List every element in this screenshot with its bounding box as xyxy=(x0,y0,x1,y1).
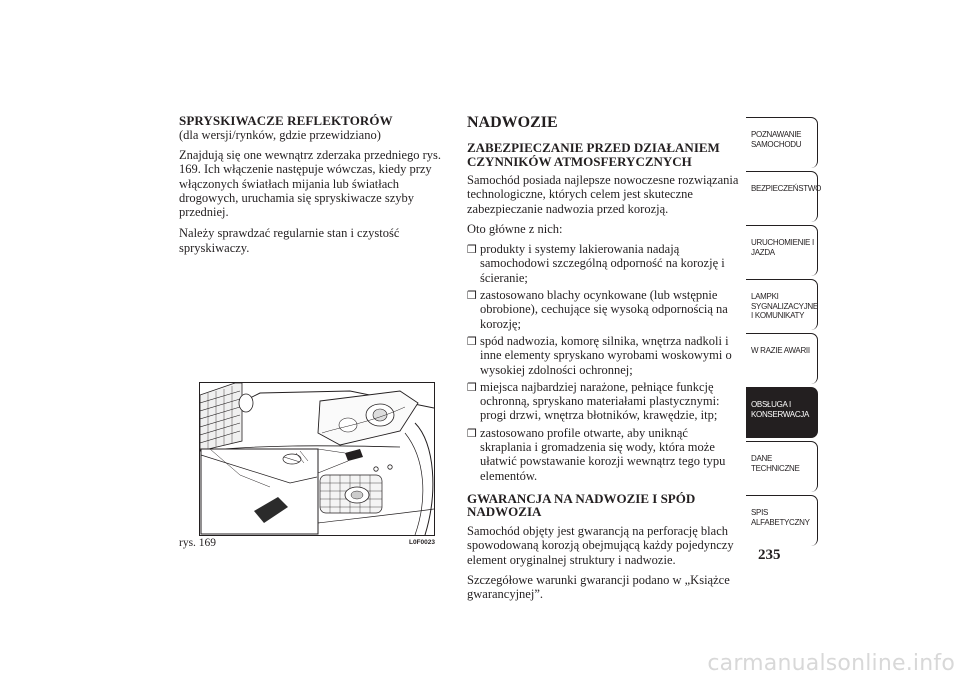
checkbox-bullet-icon: ❒ xyxy=(467,289,477,303)
paragraph-corrosion-lead: Oto główne z nich: xyxy=(467,221,563,236)
checkbox-bullet-icon: ❒ xyxy=(467,243,477,257)
list-item: ❒ spód nadwozia, komorę silnika, wnętrza nadkoli i inne elementy spryskano wyrobami woskowymi o wysokiej zdolności ochronnej; xyxy=(467,333,732,377)
chapter-tabs xyxy=(746,117,822,549)
headlamp-illustration xyxy=(318,391,418,445)
brand-logo-illustration xyxy=(239,394,253,412)
tab-lampki-sygnalizacyjne[interactable]: LAMPKI SYGNALIZACYJNE I KOMUNIKATY xyxy=(746,279,818,330)
figure-code: L0F0023 xyxy=(408,539,435,546)
paragraph-warranty-details: Szczegółowe warunki gwarancji podano w „Książce gwarancyjnej”. xyxy=(467,572,730,602)
right-column xyxy=(467,114,742,607)
left-column xyxy=(179,114,451,262)
list-item: ❒ zastosowano blachy ocynkowane (lub wstępnie obrobione), cechujące się wysoką odpornością na korozję; xyxy=(467,288,728,331)
figure-bumper-washer xyxy=(199,382,435,536)
tab-uruchomienie-i-jazda[interactable]: URUCHOMIENIE I JAZDA xyxy=(746,225,818,276)
subsection-title-warranty: GWARANCJA NA NADWOZIE I SPÓD NADWOZIA xyxy=(467,490,696,520)
paragraph-corrosion-intro: Samochód posiada najlepsze nowoczesne rozwiązania technologiczne, których celem jest skuteczne zabezpieczanie nadwozia przed korozją. xyxy=(467,173,739,216)
section-title-headlamp-washers: SPRYSKIWACZE REFLEKTORÓW xyxy=(179,113,393,128)
paragraph-washers-check: Należy sprawdzać regularnie stan i czystość spryskiwaczy. xyxy=(179,226,400,255)
fog-lamp-illustration xyxy=(320,475,382,513)
watermark: carmanualsonline.info xyxy=(707,651,955,676)
tab-w-razie-awarii[interactable]: W RAZIE AWARII xyxy=(746,333,818,384)
list-item: ❒ zastosowano profile otwarte, aby uniknąć skraplania i gromadzenia się wody, która może ułatwić powstawanie korozji wewnątrz tego typu elementów. xyxy=(467,425,726,483)
figure-caption: rys. 169 xyxy=(179,537,217,549)
tab-dane-techniczne[interactable]: DANE TECHNICZNE xyxy=(746,441,818,492)
section-title-body: NADWOZIE xyxy=(467,114,558,131)
list-item: ❒ produkty i systemy lakierowania nadają samochodowi szczególną odporność na korozję i ścieranie; xyxy=(467,242,725,285)
paragraph-warranty-scope: Samochód objęty jest gwarancją na perforację blach spowodowaną korozją obejmującą każdy pojedynczy element oryginalnej struktury i nadwozie. xyxy=(467,523,734,567)
grille-illustration xyxy=(200,383,242,451)
checkbox-bullet-icon: ❒ xyxy=(467,380,477,394)
checkbox-bullet-icon: ❒ xyxy=(467,334,477,348)
washer-cover-icon xyxy=(345,449,363,461)
list-item: ❒ miejsca najbardziej narażone, pełniące funkcję ochronną, spryskano materiałami plastycznymi: progi drzwi, wnętrza błotników, krawędzie, itp; xyxy=(467,379,720,423)
page-number: 235 xyxy=(758,547,781,563)
car-front-bumper-illustration xyxy=(200,383,434,535)
tab-spis-alfabetyczny[interactable]: SPIS ALFABETYCZNY xyxy=(746,495,818,546)
corrosion-bullet-list xyxy=(467,242,742,483)
subsection-title-corrosion: ZABEZPIECZANIE PRZED DZIAŁANIEM CZYNNIKÓW ATMOSFERYCZNYCH xyxy=(467,140,720,169)
tab-poznawanie-samochodu[interactable]: POZNAWANIE SAMOCHODU xyxy=(746,117,818,168)
tab-bezpieczenstwo[interactable]: BEZPIECZEŃSTWO xyxy=(746,171,818,222)
figure-caption-row xyxy=(179,536,435,550)
section-subtitle: (dla wersji/rynków, gdzie przewidziano) xyxy=(179,128,381,142)
paragraph-washers-location: Znajdują się one wewnątrz zderzaka przedniego rys. 169. Ich włączenie następuje wówczas, kiedy przy włączonych światłach mijania lub światłach drogowych, uruchamia się spryskiwacze szyby przedniej. xyxy=(179,148,442,220)
tab-obsluga-i-konserwacja[interactable]: OBSŁUGA I KONSERWACJA xyxy=(746,387,818,438)
checkbox-bullet-icon: ❒ xyxy=(467,426,477,440)
